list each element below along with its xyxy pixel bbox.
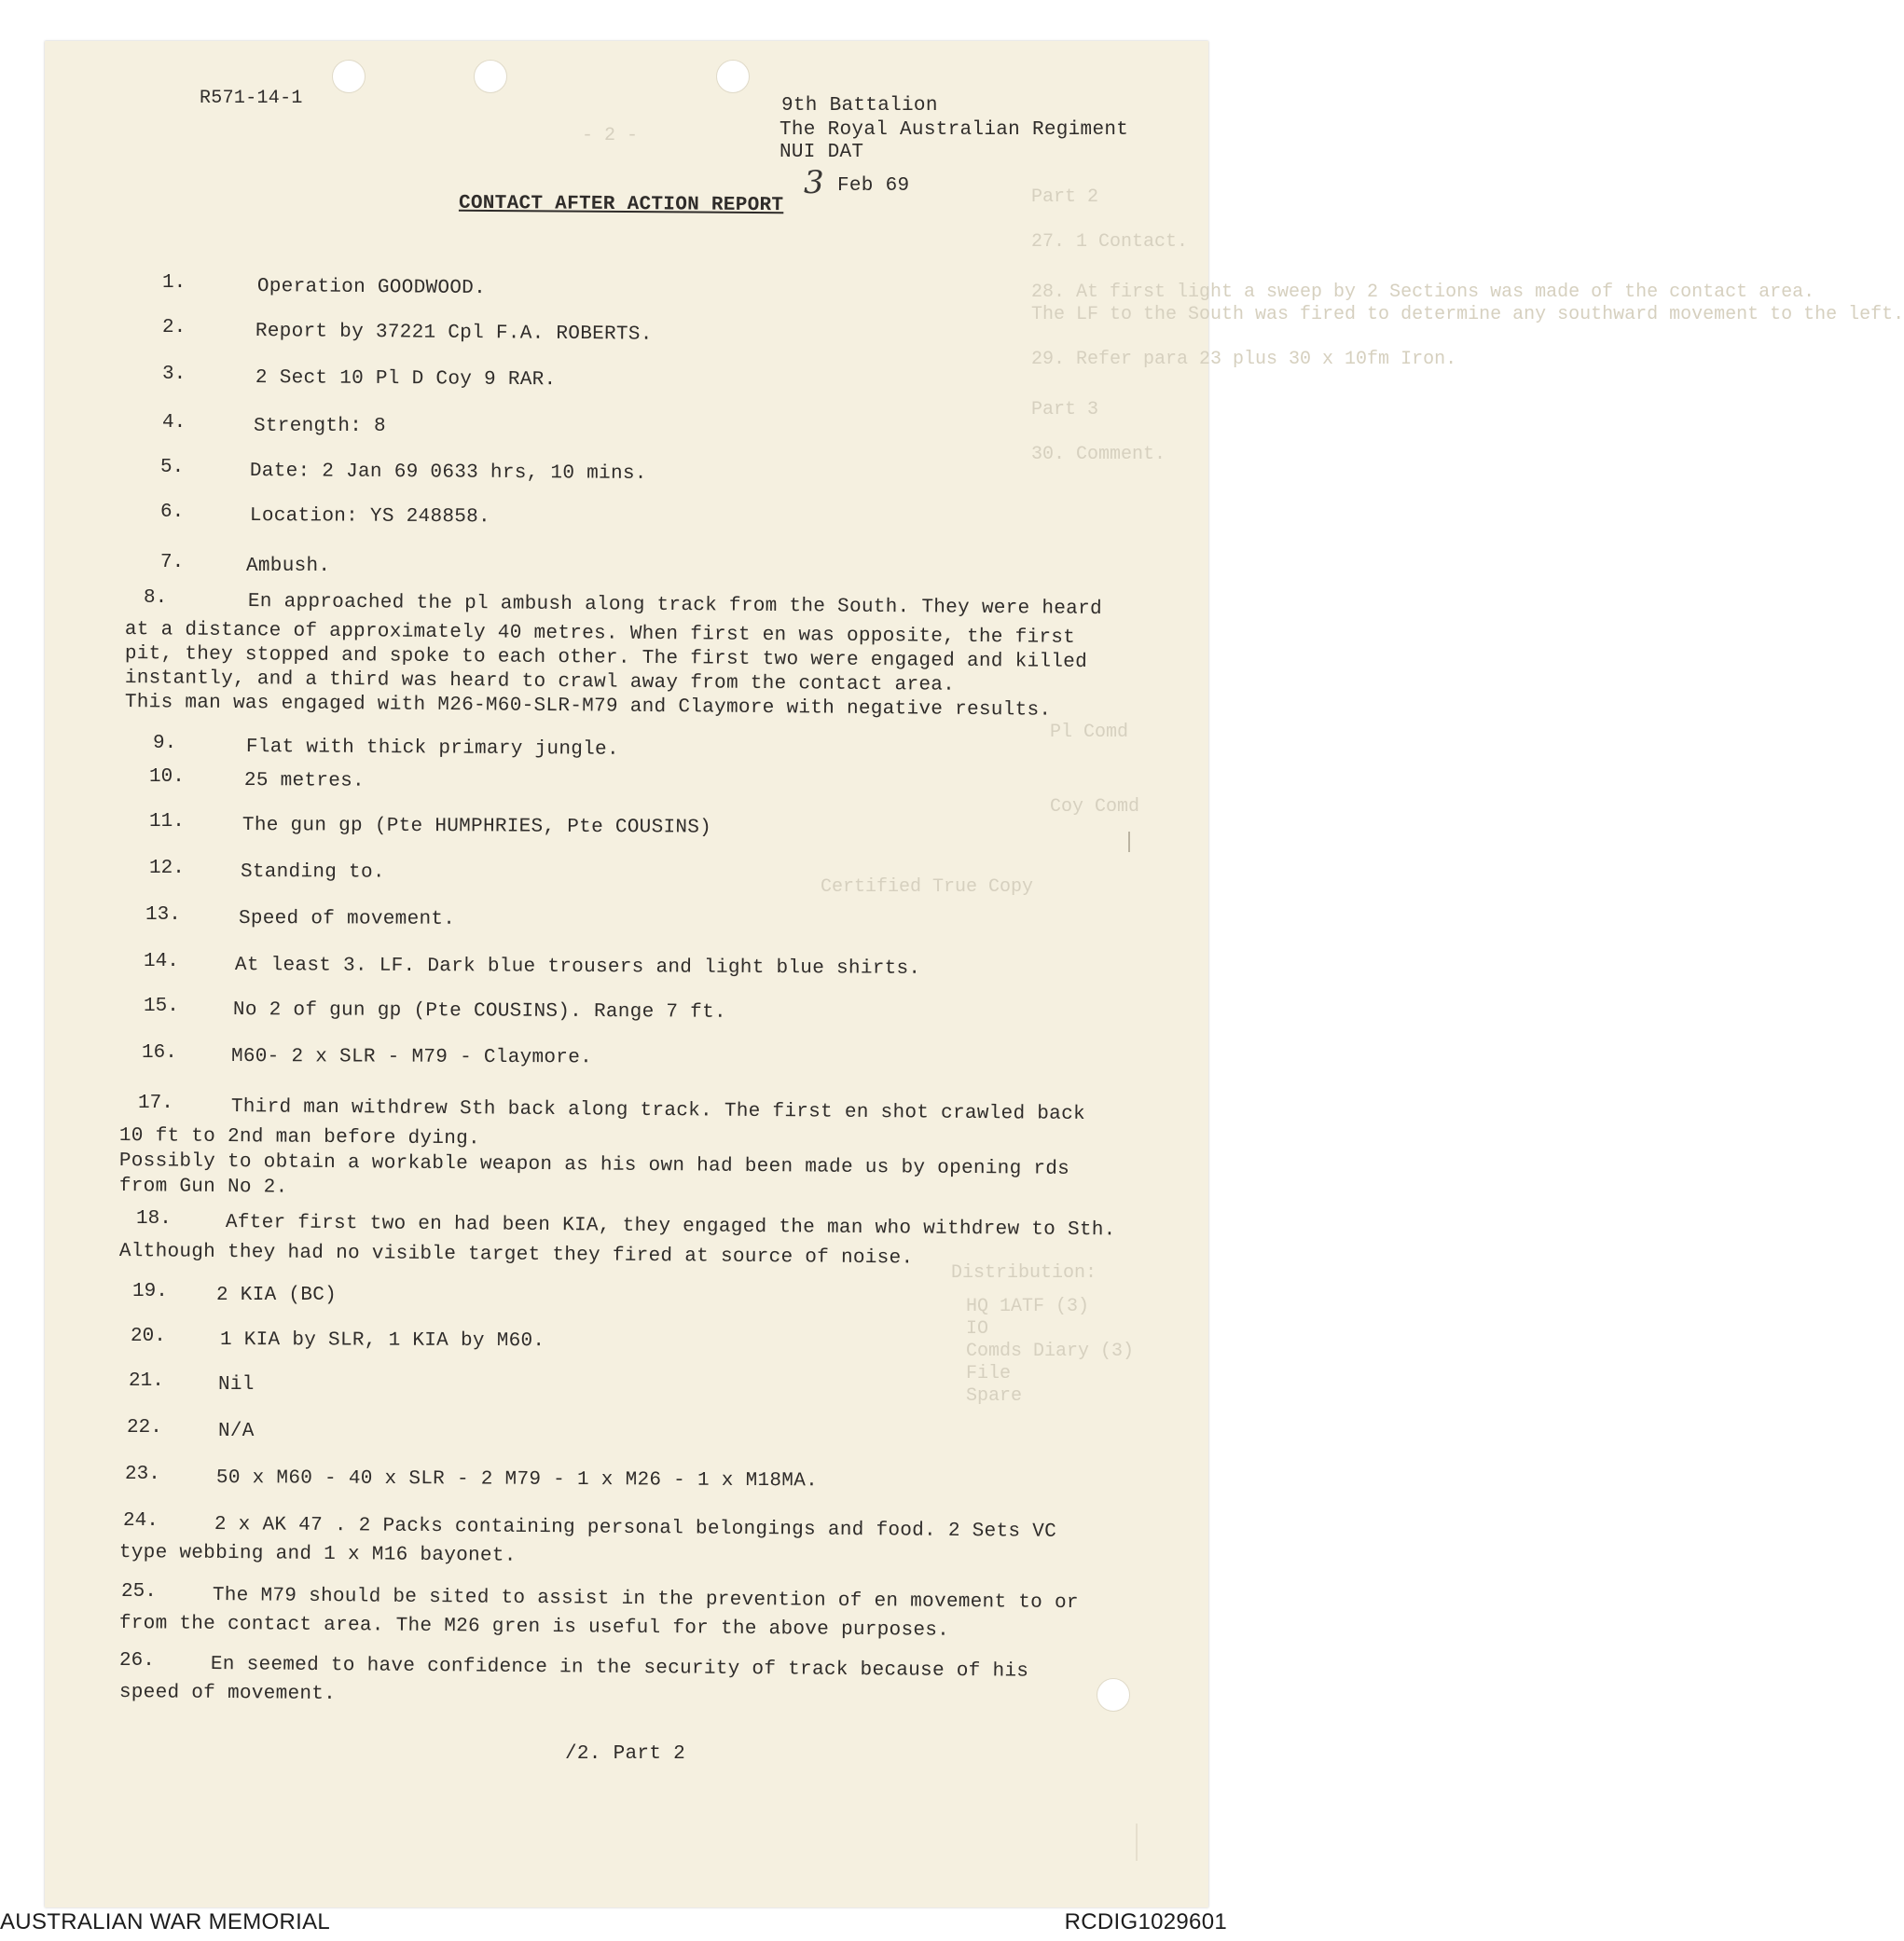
- punch-hole-bottom-right: [1097, 1678, 1130, 1712]
- item-number: 25.: [121, 1581, 157, 1603]
- punch-hole-left: [332, 60, 366, 93]
- item-text-line: speed of movement.: [118, 1682, 337, 1706]
- item-text-line: from Gun No 2.: [118, 1176, 288, 1199]
- footer-left-label: AUSTRALIAN WAR MEMORIAL: [0, 1909, 331, 1934]
- item-number: 9.: [153, 733, 177, 754]
- item-text-line: 10 ft to 2nd man before dying.: [118, 1125, 481, 1150]
- item-text: Nil: [218, 1374, 255, 1396]
- item-text: Speed of movement.: [238, 908, 456, 930]
- item-number: 15.: [144, 996, 179, 1017]
- item-text-line: pit, they stopped and spoke to each other. The first two were engaged and killed: [124, 643, 1088, 674]
- item-text-line: 2 x AK 47 . 2 Packs containing personal belongings and food. 2 Sets VC: [214, 1514, 1057, 1543]
- item-text-line: at a distance of approximately 40 metres. When first en was opposite, the first: [124, 619, 1076, 649]
- edge-mark-bottom: [1136, 1824, 1138, 1861]
- bleed-sig1: Pl Comd: [1050, 722, 1129, 743]
- item-number: 12.: [149, 858, 185, 879]
- bleed-dist2: IO: [966, 1318, 989, 1340]
- item-number: 17.: [138, 1093, 173, 1114]
- bleed-part3: Part 3: [1031, 399, 1099, 420]
- item-text-line: This man was engaged with M26-M60-SLR-M79 and Claymore with negative results.: [124, 692, 1052, 722]
- item-text: Date: 2 Jan 69 0633 hrs, 10 mins.: [249, 461, 647, 485]
- item-text: 50 x M60 - 40 x SLR - 2 M79 - 1 x M26 - 1 x M18MA.: [215, 1467, 819, 1493]
- bleed-distribution: Distribution:: [951, 1262, 1097, 1284]
- item-number: 8.: [144, 587, 168, 609]
- item-text: Standing to.: [240, 861, 385, 884]
- item-text-line: En seemed to have confidence in the security of track because of his: [210, 1654, 1029, 1683]
- item-text: Flat with thick primary jungle.: [245, 736, 619, 761]
- item-text: No 2 of gun gp (Pte COUSINS). Range 7 ft.: [232, 999, 726, 1024]
- item-text: Strength: 8: [254, 416, 386, 437]
- item-text: 1 KIA by SLR, 1 KIA by M60.: [219, 1329, 545, 1353]
- report-date: Feb 69: [837, 175, 910, 197]
- bleed-item28a: 28. At first light a sweep by 2 Sections was made of the contact area.: [1031, 282, 1815, 303]
- item-text: Report by 37221 Cpl F.A. ROBERTS.: [255, 321, 653, 346]
- item-number: 24.: [123, 1510, 159, 1532]
- item-number: 2.: [162, 317, 186, 338]
- item-number: 19.: [132, 1281, 168, 1302]
- item-text-line: Although they had no visible target they fired at source of noise.: [118, 1241, 914, 1270]
- item-text: Operation GOODWOOD.: [256, 276, 487, 300]
- item-text: 2 KIA (BC): [216, 1285, 338, 1306]
- bleed-certified: Certified True Copy: [821, 876, 1034, 898]
- footer-right-id: RCDIG1029601: [1064, 1909, 1227, 1934]
- item-text: Ambush.: [246, 556, 331, 577]
- item-text: M60- 2 x SLR - M79 - Claymore.: [230, 1046, 593, 1069]
- item-number: 11.: [149, 811, 185, 833]
- bleed-dist4: File: [966, 1363, 1012, 1384]
- item-number: 3.: [162, 364, 186, 385]
- item-number: 1.: [162, 272, 186, 294]
- item-text: At least 3. LF. Dark blue trousers and light blue shirts.: [234, 955, 921, 980]
- file-reference: R571-14-1: [200, 88, 303, 109]
- item-number: 4.: [162, 412, 186, 434]
- item-number: 21.: [129, 1370, 164, 1392]
- item-text-line: The M79 should be sited to assist in the prevention of en movement to or: [212, 1585, 1079, 1615]
- bleed-dist3: Comds Diary (3): [966, 1341, 1135, 1362]
- unit-line-3: NUI DAT: [780, 142, 864, 163]
- item-text: Location: YS 248858.: [249, 505, 491, 529]
- bleed-item29: 29. Refer para 23 plus 30 x 10fm Iron.: [1031, 349, 1457, 370]
- punch-hole-center: [474, 60, 507, 93]
- bleed-item27: 27. 1 Contact.: [1031, 231, 1189, 253]
- edge-mark: [1128, 832, 1130, 852]
- unit-line-2: The Royal Australian Regiment: [780, 119, 1129, 141]
- item-number: 18.: [136, 1208, 172, 1230]
- bleed-sig2: Coy Comd: [1050, 796, 1140, 818]
- item-number: 5.: [160, 457, 185, 478]
- item-number: 26.: [119, 1650, 155, 1672]
- item-number: 23.: [125, 1464, 160, 1485]
- item-text-line: Third man withdrew Sth back along track. The first en shot crawled back: [230, 1096, 1086, 1125]
- item-number: 14.: [144, 951, 179, 972]
- page-continuation: /2. Part 2: [565, 1743, 686, 1765]
- bleed-dist1: HQ 1ATF (3): [966, 1296, 1090, 1317]
- item-text-line: En approached the pl ambush along track from the South. They were heard: [247, 591, 1103, 620]
- item-text-line: from the contact area. The M26 gren is useful for the above purposes.: [118, 1613, 950, 1642]
- item-number: 7.: [160, 552, 185, 573]
- report-title: CONTACT AFTER ACTION REPORT: [458, 192, 784, 217]
- item-number: 10.: [149, 766, 185, 788]
- item-text: 2 Sect 10 Pl D Coy 9 RAR.: [255, 367, 557, 392]
- punch-hole-right: [716, 60, 750, 93]
- item-number: 20.: [131, 1326, 166, 1347]
- item-number: 16.: [142, 1042, 177, 1064]
- handwritten-date-day: 3: [804, 164, 824, 201]
- unit-line-1: 9th Battalion: [781, 95, 938, 117]
- item-text: N/A: [218, 1421, 255, 1442]
- item-text-line: instantly, and a third was heard to crawl away from the contact area.: [124, 668, 956, 696]
- item-text: The gun gp (Pte HUMPHRIES, Pte COUSINS): [241, 815, 712, 839]
- item-number: 6.: [160, 502, 185, 523]
- item-number: 13.: [145, 904, 181, 926]
- bleed-part2: Part 2: [1031, 186, 1099, 208]
- item-text: 25 metres.: [243, 770, 366, 792]
- item-text-line: type webbing and 1 x M16 bayonet.: [118, 1542, 517, 1567]
- item-number: 22.: [127, 1417, 162, 1439]
- bleed-item28b: The LF to the South was fired to determine any southward movement to the left.: [1031, 304, 1904, 325]
- bleed-dist5: Spare: [966, 1385, 1023, 1407]
- item-text-line: Possibly to obtain a workable weapon as his own had been made us by opening rds: [118, 1150, 1070, 1180]
- bleed-page-num: - 2 -: [582, 125, 639, 146]
- bleed-item30: 30. Comment.: [1031, 444, 1166, 465]
- item-text-line: After first two en had been KIA, they engaged the man who withdrew to Sth.: [225, 1212, 1116, 1242]
